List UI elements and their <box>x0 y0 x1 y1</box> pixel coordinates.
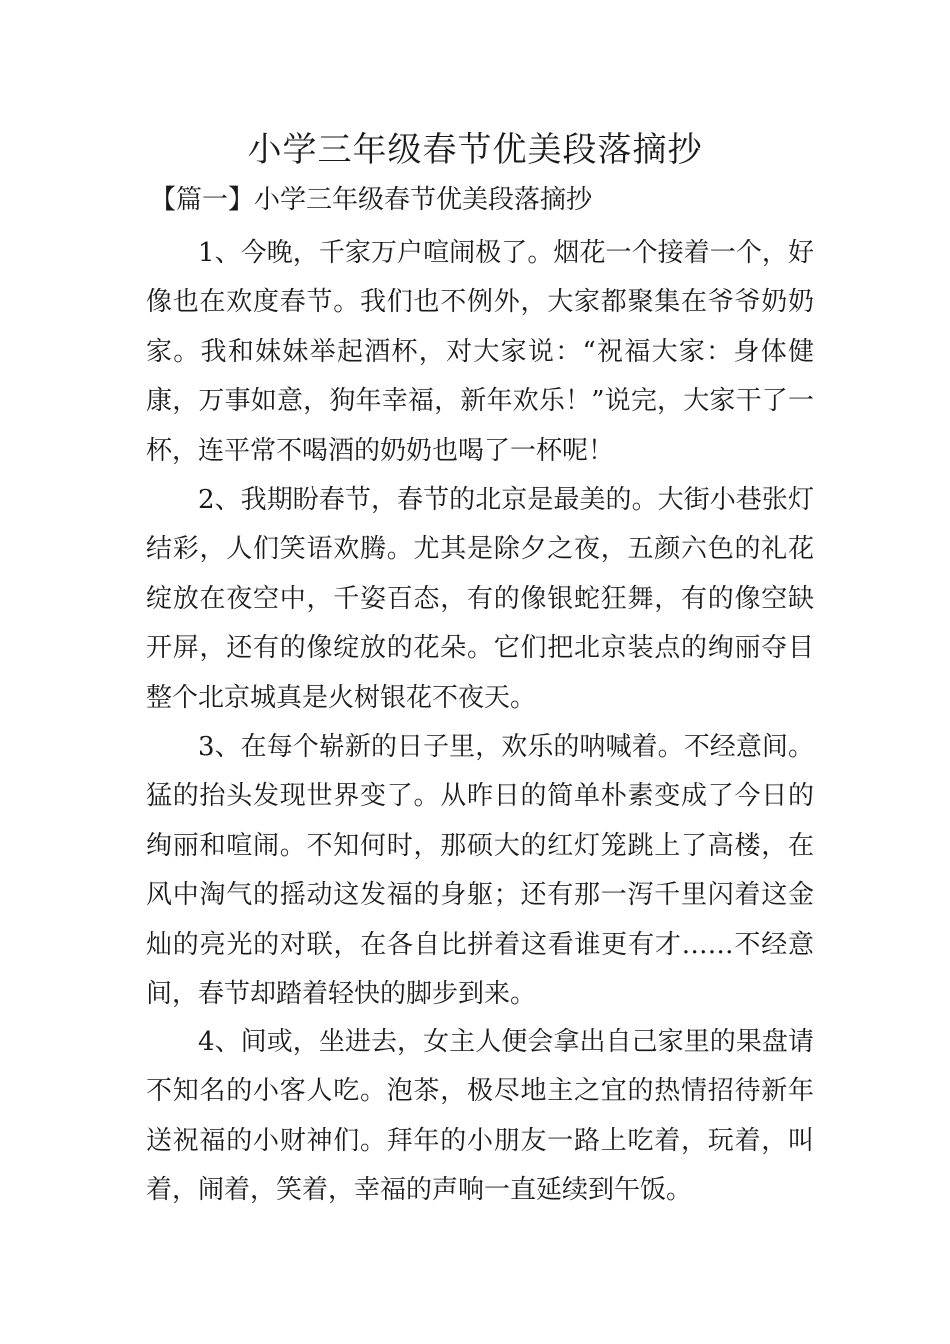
paragraph-2: 2、我期盼春节，春节的北京是最美的。大街小巷张灯结彩，人们笑语欢腾。尤其是除夕之夜，五颜六色的礼花绽放在夜空中，千姿百态，有的像银蛇狂舞，有的像空缺开屏，还有的像绽放的花朵。它们把北京装点的绚丽夺目整个北京城真是火树银花不夜天。 <box>146 485 814 713</box>
paragraph-4: 4、间或，坐进去，女主人便会拿出自己家里的果盘请不知名的小客人吃。泡茶，极尽地主之宜的热情招待新年送祝福的小财神们。拜年的小朋友一路上吃着，玩着，叫着，闹着，笑着，幸福的声响一直延续到午饭。 <box>146 1027 814 1206</box>
section-heading: 【篇一】小学三年级春节优美段落摘抄 <box>150 185 593 215</box>
paragraph-1: 1、今晚，千家万户喧闹极了。烟花一个接着一个，好像也在欢度春节。我们也不例外，大家都聚集在爷爷奶奶家。我和妹妹举起酒杯，对大家说：“祝福大家：身体健康，万事如意，狗年幸福，新年欢乐！”说完，大家干了一杯，连平常不喝酒的奶奶也喝了一杯呢！ <box>146 238 814 466</box>
document-title: 小学三年级春节优美段落摘抄 <box>247 130 703 170</box>
paragraph-3: 3、在每个崭新的日子里，欢乐的呐喊着。不经意间。猛的抬头发现世界变了。从昨日的简单朴素变成了今日的绚丽和喧闹。不知何时，那硕大的红灯笼跳上了高楼，在风中淘气的摇动这发福的身躯；还有那一泻千里闪着这金灿的亮光的对联，在各自比拼着这看谁更有才……不经意间，春节却踏着轻快的脚步到来。 <box>146 732 814 1010</box>
